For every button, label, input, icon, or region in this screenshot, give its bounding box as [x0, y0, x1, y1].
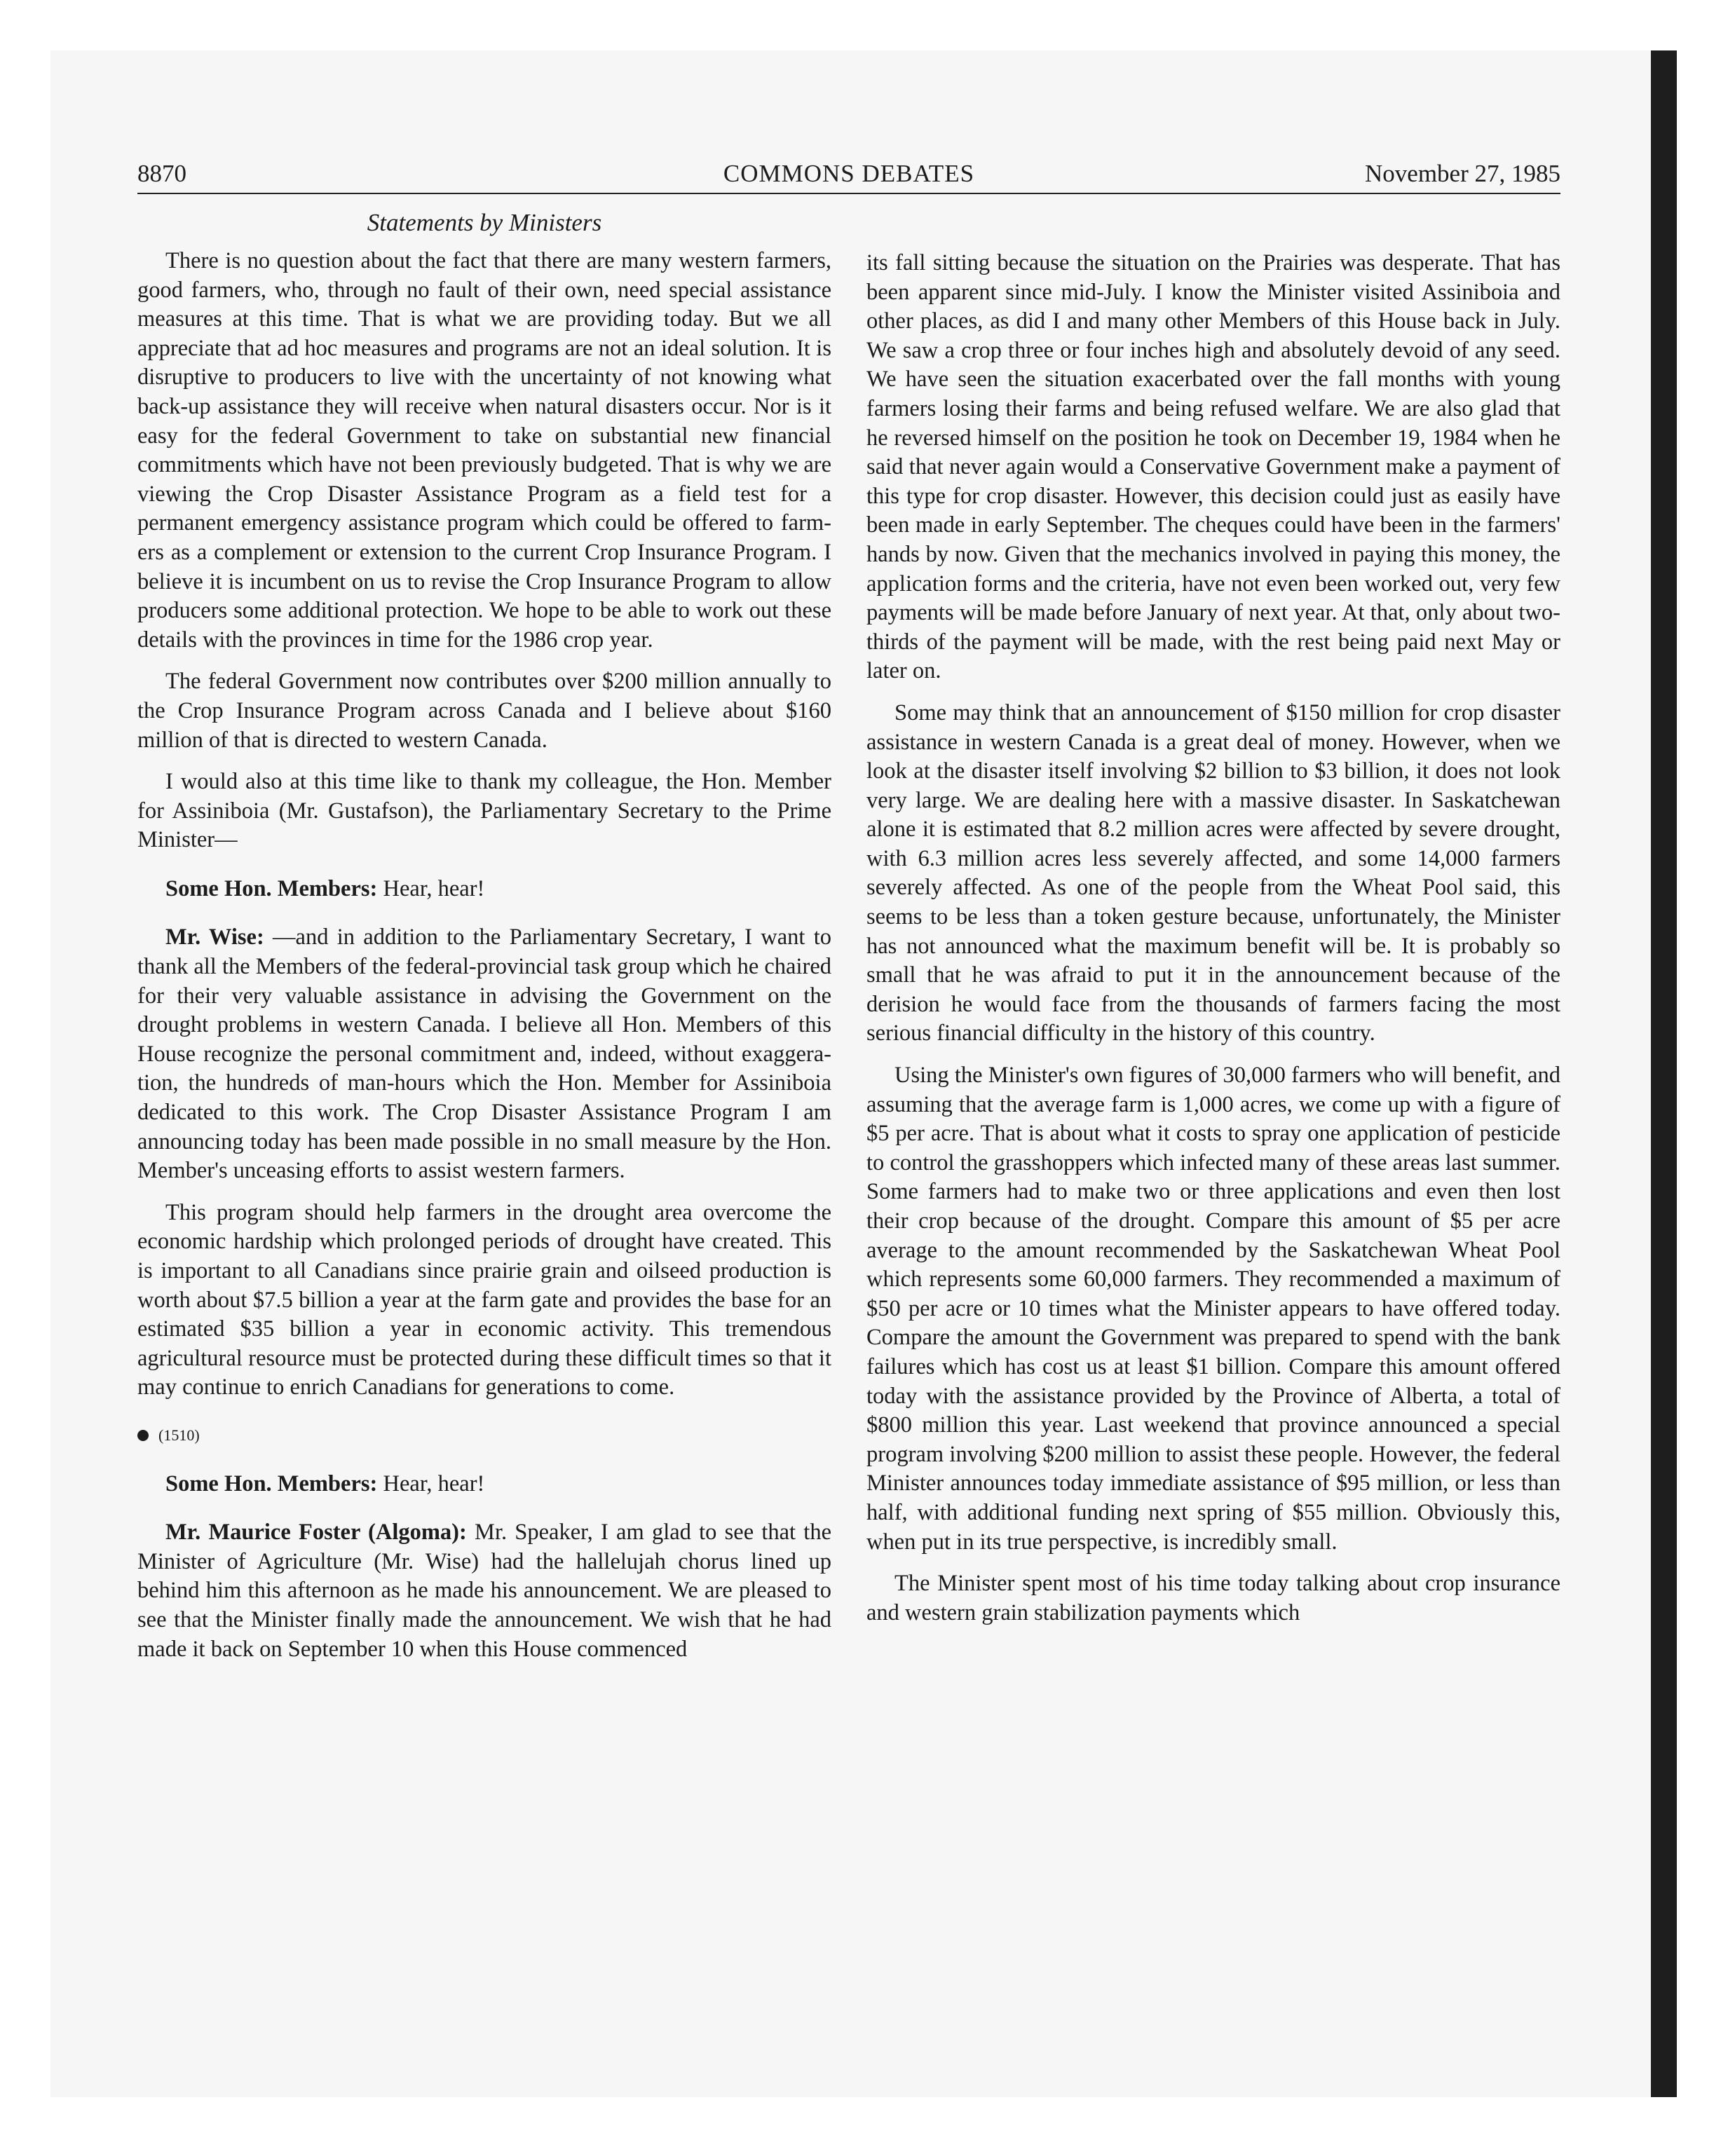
page-number: 8870 — [137, 160, 186, 187]
bullet-icon — [137, 1430, 149, 1441]
paragraph: Using the Minister's own figures of 30,000 farmers who will benefit, and assuming that the average farm is 1,000 acres, we come up with a figure of $5 per acre. That is about what it costs to spray one application of pesticide to control the grasshoppers which infected many of these areas last summer. Some farmers had to make two or three applications and even then lost their crop because of the drought. Compare this amount of $5 per acre average to the amount recommended by the Saskatchewan Wheat Pool which represents some 60,000 farmers. They recommended a maximum of $50 per acre or 10 times what the Minister appears to have offered today. Compare the amount the Government was prepared to spend with the bank failures which has cost us at least $1 billion. Compare this amount offered today with the assistance provided by the Province of Alberta, a total of $800 million this year. Last weekend that province announced a special program involving $200 million to assist these people. However, the federal Minister announces today immediate assistance of $95 million, or less than half, with additional funding next spring of $55 million. Obviously this, when put in its true perspective, is incredibly small. — [866, 1063, 1560, 1555]
paragraph: I would also at this time like to thank my colleague, the Hon. Member for Assiniboia (Mr. Gustafson), the Parliamentary Secretary to the Prime Minister— — [137, 769, 831, 853]
paragraph: its fall sitting because the situation on the Prairies was desperate. That has been apparent since mid-July. I know the Minister visited Assiniboia and other places, as did I and many other Members of this House back in July. We saw a crop three or four inches high and absolutely devoid of any seed. We have seen the situation exacerbated over the fall months with young farmers losing their farms and being refused welfare. We are also glad that he reversed himself on the position he took on December 19, 1984 when he said that never again would a Conservative Government make a payment of this type for crop disaster. However, this decision could just as easily have been made in early September. The cheques could have been in the farmers' hands by now. Given that the mechanics involved in paying this money, the application forms and the criteria, have not even been worked out, very few payments will be made before January of next year. At that, only about two-thirds of the payment will be made, with the rest being paid next May or later on. — [866, 250, 1560, 684]
paragraph: Some may think that an announcement of $150 million for crop disaster assistance in western Canada is a great deal of money. However, when we look at the disaster itself involving $2 billion to $3 billion, it does not look very large. We are dealing here with a massive disaster. In Saskatchewan alone it is estimated that 8.2 million acres were affected by severe drought, with 6.3 million acres less severely affected, and some 14,000 farmers severely affected. As one of the people from the Wheat Pool said, this seems to be less than a token gesture because, unfortunately, the Minister has not announced what the maximum benefit will be. It is probably so small that he was afraid to put it in the announcement because of the derision he would face from the thousands of farmers facing the most serious financial difficulty in the history of this country. — [866, 700, 1560, 1046]
right-column — [866, 249, 1560, 1640]
scan-edge-shadow — [1651, 50, 1677, 2097]
speech-text: —and in addition to the Parliamentary Secretary, I want to thank all the Members of the federal-provincial task group which he chaired for their very valuable assistance in advising the Government on the drought problems in western Canada. I believe all Hon. Members of this House recognize the personal commitment and, indeed, without exaggeration, the hundreds of man-hours which the Hon. Member for Assiniboia dedicated to this work. The Crop Disaster Assistance Program I am announcing today has been made possible in no small measure by the Hon. Member's unceasing efforts to assist western farmers. — [137, 925, 832, 1184]
running-header — [137, 160, 1560, 196]
speech — [137, 1518, 831, 1664]
speech — [137, 923, 831, 1185]
speaker-name: Some Hon. Members: — [165, 875, 378, 901]
publication-title: COMMONS DEBATES — [723, 160, 975, 187]
speaker-name: Mr. Wise: — [165, 925, 264, 950]
paragraph: This program should help farmers in the drought area overcome the economic hardship which prolonged periods of drought have created. This is important to all Canadians since prairie grain and oilseed production is worth about $7.5 billion a year at the farm gate and provides the base for an estimated $35 billion a year in economic activity. This tremendous agricultural resource must be protected during these difficult times so that it may continue to enrich Canadians for generations to come. — [137, 1199, 831, 1400]
interjection — [137, 1470, 831, 1499]
speech-text: Hear, hear! — [377, 1471, 485, 1496]
paragraph: The Minister spent most of his time today talking about crop insurance and western grain stabilization payments which — [866, 1571, 1560, 1625]
time-marker-label: (1510) — [158, 1426, 200, 1444]
speaker-name: Some Hon. Members: — [165, 1471, 378, 1496]
section-title: Statements by Ministers — [367, 209, 602, 236]
paragraph: There is no question about the fact that there are many western farmers, good farmers, who, through no fault of their own, need special assistance measures at this time. That is what we are providing today. But we all appreciate that ad hoc measures and programs are not an ideal solution. It is disruptive to producers to live with the uncertainty of not knowing what back-up assistance they will receive when natural disasters occur. Nor is it easy for the federal Government to take on substantial new financial commitments which have not been previously budgeted. That is why we are viewing the Crop Disaster Assistance Program as a field test for a permanent emergency assistance program which could be offered to farmers as a complement or extension to the current Crop Insurance Program. I believe it is incumbent on us to revise the Crop Insurance Program to allow producers some additional protection. We hope to be able to work out these details with the provinces in time for the 1986 crop year. — [137, 248, 831, 653]
paragraph: The federal Government now contributes over $200 million annually to the Crop Insurance Program across Canada and I believe about $160 million of that is directed to western Canada. — [137, 669, 831, 753]
speech-text: Hear, hear! — [377, 875, 485, 901]
time-marker — [137, 1421, 831, 1450]
speaker-name: Mr. Maurice Foster (Algoma): — [165, 1520, 467, 1546]
left-column — [137, 247, 831, 1677]
speech-text: Mr. Speaker, I am glad to see that the Minister of Agriculture (Mr. Wise) had the hallelujah chorus lined up behind him this afternoon as he made his announcement. We are pleased to see that the Minister finally made the announcement. We wish that he had made it back on September 10 when this House commenced — [137, 1520, 831, 1662]
interjection — [137, 875, 831, 904]
header-rule — [137, 193, 1560, 194]
header-date: November 27, 1985 — [1365, 160, 1560, 187]
